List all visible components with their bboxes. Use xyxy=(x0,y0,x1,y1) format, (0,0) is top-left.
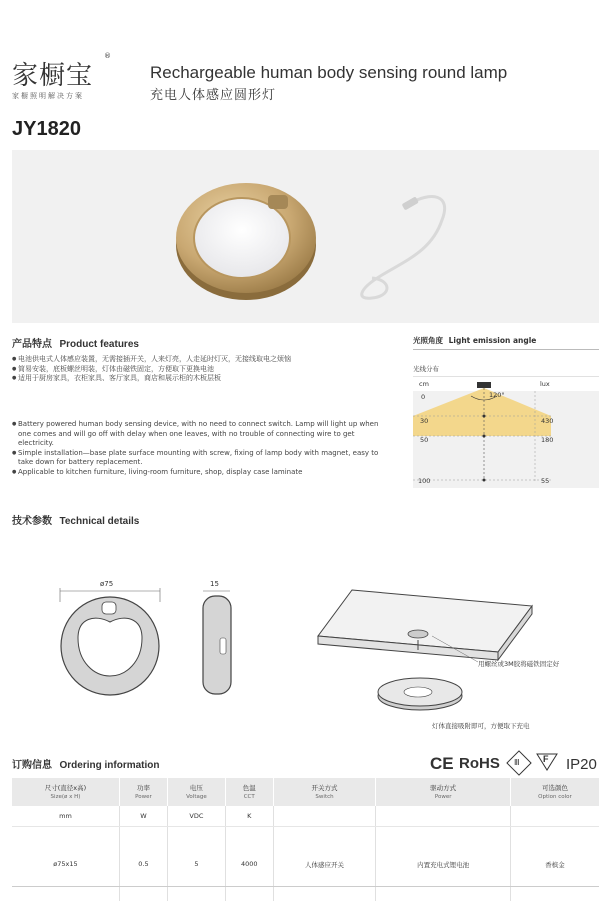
ce-mark: CE xyxy=(430,754,454,774)
brand-tagline: 家橱照明解决方案 xyxy=(12,91,93,101)
ip-rating: IP20 xyxy=(566,756,597,773)
ordering-title-en: Ordering information xyxy=(59,760,159,771)
sensor-window xyxy=(102,602,116,614)
list-item: ● 简易安装，底板螺丝明装，灯体由磁铁固定，方便取下更换电池 xyxy=(12,365,392,375)
emission-divider xyxy=(413,349,599,350)
col-voltage-header: 电压 Voltage xyxy=(168,778,226,806)
lamp-marker xyxy=(477,382,491,388)
title-en: Rechargeable human body sensing round lamp xyxy=(150,63,507,83)
installation-drawing xyxy=(310,588,540,718)
features-title-en: Product features xyxy=(59,339,138,350)
list-item: ● 适用于厨房家具，衣柜家具、客厅家具，商店和展示柜的木板层板 xyxy=(12,374,392,384)
cm-tick-0: 0 xyxy=(421,393,425,401)
cable-plug xyxy=(402,196,419,210)
distribution-label: 光线分布 xyxy=(413,364,439,373)
lux-tick-430: 430 xyxy=(541,417,553,425)
lux-tick-180: 180 xyxy=(541,436,553,444)
angle-label: 120° xyxy=(489,391,505,399)
technical-title xyxy=(12,512,139,527)
lamp-lens xyxy=(194,198,290,278)
cm-unit: cm xyxy=(419,380,429,388)
magnet-plate xyxy=(408,630,428,638)
note-charge: 灯体直接吸附即可，方便取下充电 xyxy=(432,721,530,730)
diameter-label: ø75 xyxy=(100,580,113,588)
thickness-label: 15 xyxy=(210,580,219,588)
ordering-title xyxy=(12,756,159,771)
col-cct-header: 色温 CCT xyxy=(225,778,273,806)
table-header-row xyxy=(12,778,599,806)
class3-label: Ⅲ xyxy=(514,758,520,767)
technical-drawing xyxy=(40,588,250,698)
emission-title-cn: 光照角度 xyxy=(413,336,443,345)
emission-title xyxy=(413,335,536,346)
ordering-title-cn: 订购信息 xyxy=(12,760,52,771)
table-row: mm W VDC K xyxy=(12,806,599,827)
col-power-header: 功率 Power xyxy=(119,778,167,806)
title-cn: 充电人体感应圆形灯 xyxy=(150,84,276,103)
col-size-header: 尺寸(直径x高) Size(ø x H) xyxy=(12,778,119,806)
list-item: ● Battery powered human body sensing device, with no need to connect switch. Lamp will light up when one comes and will go off with delay when one leaves, with no trouble of connecting wire to get electricity. xyxy=(12,420,380,449)
charging-cable xyxy=(362,197,445,299)
features-en-list xyxy=(12,420,380,477)
table-row: ø75x15 0.5 5 4000 人体感应开关 内置充电式锂电池 香槟金 xyxy=(12,827,599,901)
list-item: ● Simple installation—base plate surface mounting with screw, fixing of lamp body with magnet, easy to take down for battery replacement. xyxy=(12,449,380,468)
f-mark-label: F xyxy=(543,754,549,764)
emission-title-en: Light emission angle xyxy=(449,336,537,345)
model-number: JY1820 xyxy=(12,118,81,141)
cm-tick-30: 30 xyxy=(420,417,428,425)
note-mount: 用螺丝或3M胶将磁铁固定好 xyxy=(478,659,559,668)
registered-mark: ® xyxy=(104,52,111,60)
ordering-table xyxy=(12,778,599,901)
brand-name: 家橱宝 xyxy=(12,55,93,92)
col-color-header: 可选颜色 Option color xyxy=(510,778,599,806)
list-item: ● Applicable to kitchen furniture, living-room furniture, shop, display case laminate xyxy=(12,468,380,478)
cm-tick-50: 50 xyxy=(420,436,428,444)
lamp-sensor xyxy=(268,195,288,209)
features-title-cn: 产品特点 xyxy=(12,339,52,350)
cm-tick-100: 100 xyxy=(418,477,430,485)
features-title xyxy=(12,335,139,350)
col-switch-header: 开关方式 Switch xyxy=(273,778,376,806)
list-item: ● 电池供电式人体感应装置，无需接插开关，人来灯亮，人走延时灯灭，无接线取电之烦恼 xyxy=(12,355,392,365)
lux-tick-55: 55 xyxy=(541,477,549,485)
lux-unit: lux xyxy=(540,380,550,388)
product-photo xyxy=(12,150,599,323)
col-drive-header: 驱动方式 Power xyxy=(376,778,511,806)
lamp-side-view xyxy=(203,596,231,694)
beam-diagram xyxy=(413,376,599,492)
product-hero-image xyxy=(12,150,599,323)
technical-title-en: Technical details xyxy=(59,516,139,527)
table-bottom-rule xyxy=(12,886,599,887)
rohs-mark: RoHS xyxy=(459,755,500,772)
brand-logo xyxy=(12,55,93,101)
features-cn-list xyxy=(12,355,392,384)
technical-title-cn: 技术参数 xyxy=(12,516,52,527)
